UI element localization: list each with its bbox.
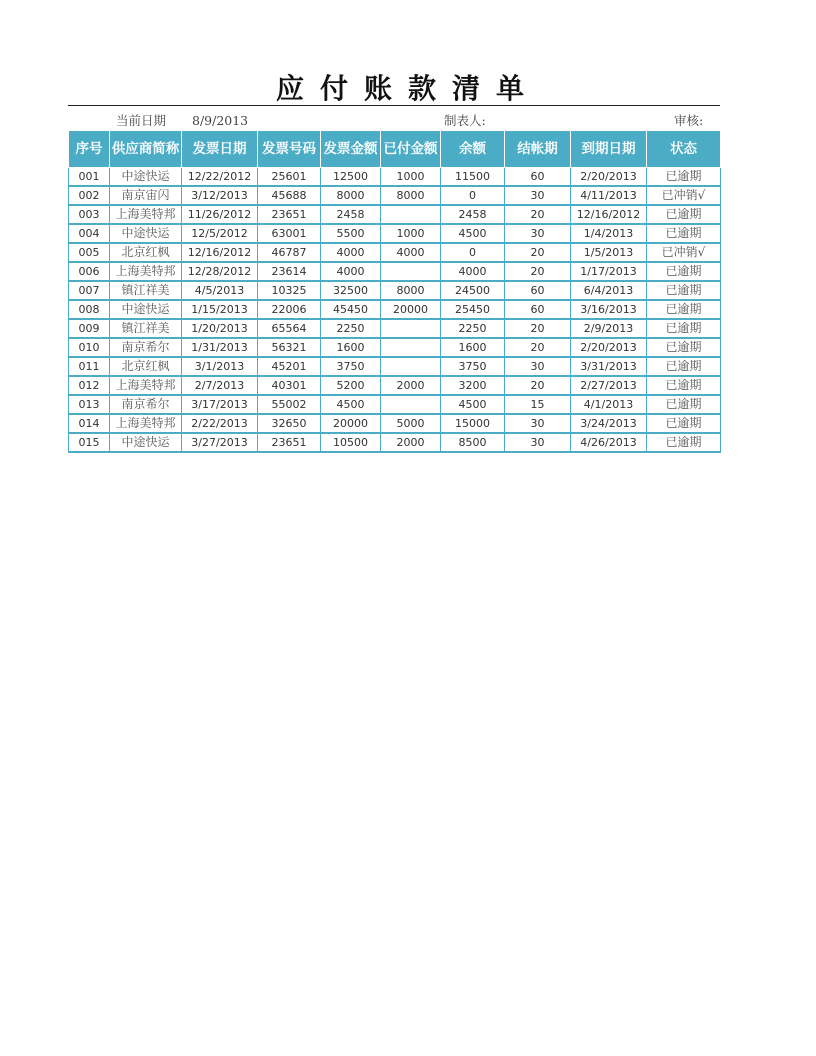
- table-row[interactable]: [69, 186, 721, 205]
- cell-balance[interactable]: 0: [441, 243, 505, 262]
- cell-invoice-date[interactable]: 11/26/2012: [182, 205, 258, 224]
- cell-supplier[interactable]: 中途快运: [110, 168, 182, 187]
- cell-status[interactable]: 已逾期: [647, 338, 721, 357]
- cell-balance[interactable]: 4500: [441, 395, 505, 414]
- cell-status[interactable]: 已逾期: [647, 262, 721, 281]
- cell-invoice-amount[interactable]: 2250: [321, 319, 381, 338]
- cell-invoice-amount[interactable]: 20000: [321, 414, 381, 433]
- cell-invoice-no[interactable]: 25601: [258, 168, 321, 187]
- cell-term[interactable]: 20: [505, 376, 571, 395]
- cell-supplier[interactable]: 南京宙闪: [110, 186, 182, 205]
- cell-balance[interactable]: 1600: [441, 338, 505, 357]
- cell-invoice-no[interactable]: 23651: [258, 433, 321, 452]
- cell-index[interactable]: 012: [69, 376, 110, 395]
- col-supplier-header[interactable]: 供应商简称: [110, 131, 182, 168]
- cell-status[interactable]: 已逾期: [647, 357, 721, 376]
- cell-supplier[interactable]: 镇江祥美: [110, 281, 182, 300]
- cell-index[interactable]: 009: [69, 319, 110, 338]
- cell-invoice-amount[interactable]: 45450: [321, 300, 381, 319]
- cell-index[interactable]: 004: [69, 224, 110, 243]
- cell-invoice-amount[interactable]: 8000: [321, 186, 381, 205]
- cell-due-date[interactable]: 6/4/2013: [571, 281, 647, 300]
- cell-balance[interactable]: 25450: [441, 300, 505, 319]
- cell-paid-amount[interactable]: [381, 319, 441, 338]
- cell-invoice-no[interactable]: 55002: [258, 395, 321, 414]
- cell-invoice-date[interactable]: 2/22/2013: [182, 414, 258, 433]
- cell-balance[interactable]: 2250: [441, 319, 505, 338]
- cell-invoice-date[interactable]: 2/7/2013: [182, 376, 258, 395]
- cell-due-date[interactable]: 2/9/2013: [571, 319, 647, 338]
- cell-paid-amount[interactable]: [381, 205, 441, 224]
- cell-supplier[interactable]: 南京希尔: [110, 395, 182, 414]
- table-header: [69, 131, 721, 168]
- header-row: [69, 131, 721, 168]
- cell-due-date[interactable]: 4/1/2013: [571, 395, 647, 414]
- cell-index[interactable]: 007: [69, 281, 110, 300]
- cell-balance[interactable]: 11500: [441, 168, 505, 187]
- table-body: [69, 168, 721, 453]
- cell-invoice-no[interactable]: 45688: [258, 186, 321, 205]
- col-invoice-date-header[interactable]: 发票日期: [182, 131, 258, 168]
- table-row[interactable]: [69, 357, 721, 376]
- cell-supplier[interactable]: 中途快运: [110, 224, 182, 243]
- payables-table: [68, 130, 721, 453]
- cell-balance[interactable]: 4500: [441, 224, 505, 243]
- cell-term[interactable]: 20: [505, 243, 571, 262]
- cell-paid-amount[interactable]: 1000: [381, 224, 441, 243]
- cell-supplier[interactable]: 北京红枫: [110, 243, 182, 262]
- cell-invoice-date[interactable]: 1/31/2013: [182, 338, 258, 357]
- cell-supplier[interactable]: 上海美特邦: [110, 414, 182, 433]
- cell-invoice-amount[interactable]: 5200: [321, 376, 381, 395]
- cell-invoice-date[interactable]: 3/1/2013: [182, 357, 258, 376]
- table-row[interactable]: [69, 262, 721, 281]
- cell-invoice-amount[interactable]: 1600: [321, 338, 381, 357]
- cell-balance[interactable]: 3200: [441, 376, 505, 395]
- cell-balance[interactable]: 0: [441, 186, 505, 205]
- maker-label: 制表人:: [444, 113, 486, 128]
- cell-paid-amount[interactable]: [381, 262, 441, 281]
- cell-supplier[interactable]: 上海美特邦: [110, 205, 182, 224]
- col-paid-amount-header[interactable]: 已付金额: [381, 131, 441, 168]
- cell-paid-amount[interactable]: 1000: [381, 168, 441, 187]
- cell-invoice-no[interactable]: 45201: [258, 357, 321, 376]
- cell-due-date[interactable]: 1/5/2013: [571, 243, 647, 262]
- document-title: 应付账款清单: [68, 72, 720, 106]
- cell-due-date[interactable]: 3/16/2013: [571, 300, 647, 319]
- cell-term[interactable]: 60: [505, 300, 571, 319]
- cell-supplier[interactable]: 北京红枫: [110, 357, 182, 376]
- cell-status[interactable]: 已逾期: [647, 414, 721, 433]
- cell-index[interactable]: 014: [69, 414, 110, 433]
- cell-paid-amount[interactable]: 4000: [381, 243, 441, 262]
- cell-invoice-amount[interactable]: 32500: [321, 281, 381, 300]
- col-invoice-no-header[interactable]: 发票号码: [258, 131, 321, 168]
- cell-paid-amount[interactable]: 8000: [381, 281, 441, 300]
- cell-balance[interactable]: 4000: [441, 262, 505, 281]
- table-row[interactable]: [69, 281, 721, 300]
- cell-supplier[interactable]: 中途快运: [110, 433, 182, 452]
- cell-due-date[interactable]: 4/26/2013: [571, 433, 647, 452]
- cell-invoice-date[interactable]: 12/28/2012: [182, 262, 258, 281]
- cell-balance[interactable]: 24500: [441, 281, 505, 300]
- table-row[interactable]: [69, 395, 721, 414]
- cell-balance[interactable]: 15000: [441, 414, 505, 433]
- cell-invoice-date[interactable]: 4/5/2013: [182, 281, 258, 300]
- reviewer-label: 审核:: [674, 113, 704, 128]
- table-row[interactable]: [69, 300, 721, 319]
- cell-index[interactable]: 005: [69, 243, 110, 262]
- col-index-header[interactable]: 序号: [69, 131, 110, 168]
- cell-supplier[interactable]: 上海美特邦: [110, 376, 182, 395]
- cell-index[interactable]: 008: [69, 300, 110, 319]
- cell-term[interactable]: 20: [505, 262, 571, 281]
- cell-status[interactable]: 已逾期: [647, 205, 721, 224]
- cell-invoice-amount[interactable]: 4000: [321, 243, 381, 262]
- cell-invoice-amount[interactable]: 4500: [321, 395, 381, 414]
- cell-invoice-date[interactable]: 12/16/2012: [182, 243, 258, 262]
- cell-invoice-no[interactable]: 56321: [258, 338, 321, 357]
- cell-supplier[interactable]: 中途快运: [110, 300, 182, 319]
- cell-invoice-amount[interactable]: 2458: [321, 205, 381, 224]
- cell-index[interactable]: 006: [69, 262, 110, 281]
- cell-invoice-amount[interactable]: 3750: [321, 357, 381, 376]
- cell-balance[interactable]: 2458: [441, 205, 505, 224]
- cell-term[interactable]: 15: [505, 395, 571, 414]
- cell-status[interactable]: 已逾期: [647, 300, 721, 319]
- cell-index[interactable]: 001: [69, 168, 110, 187]
- cell-invoice-date[interactable]: 1/15/2013: [182, 300, 258, 319]
- cell-invoice-no[interactable]: 10325: [258, 281, 321, 300]
- cell-invoice-date[interactable]: 3/27/2013: [182, 433, 258, 452]
- col-due-date-header[interactable]: 到期日期: [571, 131, 647, 168]
- cell-term[interactable]: 30: [505, 224, 571, 243]
- cell-paid-amount[interactable]: 5000: [381, 414, 441, 433]
- cell-term[interactable]: 60: [505, 168, 571, 187]
- cell-paid-amount[interactable]: [381, 357, 441, 376]
- cell-balance[interactable]: 8500: [441, 433, 505, 452]
- cell-status[interactable]: 已逾期: [647, 224, 721, 243]
- cell-term[interactable]: 30: [505, 357, 571, 376]
- cell-status[interactable]: 已逾期: [647, 376, 721, 395]
- cell-paid-amount[interactable]: 8000: [381, 186, 441, 205]
- cell-paid-amount[interactable]: 20000: [381, 300, 441, 319]
- cell-index[interactable]: 011: [69, 357, 110, 376]
- cell-invoice-no[interactable]: 46787: [258, 243, 321, 262]
- cell-invoice-date[interactable]: 1/20/2013: [182, 319, 258, 338]
- table-row[interactable]: [69, 205, 721, 224]
- cell-term[interactable]: 20: [505, 205, 571, 224]
- cell-supplier[interactable]: 镇江祥美: [110, 319, 182, 338]
- cell-invoice-date[interactable]: 3/12/2013: [182, 186, 258, 205]
- table-row[interactable]: [69, 168, 721, 187]
- cell-status[interactable]: 已冲销√: [647, 186, 721, 205]
- table-row[interactable]: [69, 224, 721, 243]
- cell-due-date[interactable]: 3/31/2013: [571, 357, 647, 376]
- cell-balance[interactable]: 3750: [441, 357, 505, 376]
- cell-invoice-no[interactable]: 32650: [258, 414, 321, 433]
- cell-paid-amount[interactable]: 2000: [381, 376, 441, 395]
- cell-supplier[interactable]: 南京希尔: [110, 338, 182, 357]
- cell-due-date[interactable]: 2/20/2013: [571, 168, 647, 187]
- cell-invoice-date[interactable]: 12/22/2012: [182, 168, 258, 187]
- cell-invoice-amount[interactable]: 10500: [321, 433, 381, 452]
- cell-status[interactable]: 已逾期: [647, 395, 721, 414]
- current-date-label: 当前日期: [116, 113, 167, 128]
- cell-invoice-no[interactable]: 40301: [258, 376, 321, 395]
- cell-term[interactable]: 30: [505, 433, 571, 452]
- cell-index[interactable]: 015: [69, 433, 110, 452]
- table-row[interactable]: [69, 338, 721, 357]
- cell-status[interactable]: 已冲销√: [647, 243, 721, 262]
- cell-status[interactable]: 已逾期: [647, 168, 721, 187]
- cell-due-date[interactable]: 1/17/2013: [571, 262, 647, 281]
- cell-status[interactable]: 已逾期: [647, 319, 721, 338]
- cell-supplier[interactable]: 上海美特邦: [110, 262, 182, 281]
- cell-paid-amount[interactable]: [381, 395, 441, 414]
- cell-paid-amount[interactable]: 2000: [381, 433, 441, 452]
- cell-index[interactable]: 013: [69, 395, 110, 414]
- cell-invoice-amount[interactable]: 5500: [321, 224, 381, 243]
- cell-due-date[interactable]: 2/20/2013: [571, 338, 647, 357]
- cell-invoice-amount[interactable]: 4000: [321, 262, 381, 281]
- col-status-header[interactable]: 状态: [647, 131, 721, 168]
- col-balance-header[interactable]: 余额: [441, 131, 505, 168]
- cell-due-date[interactable]: 2/27/2013: [571, 376, 647, 395]
- cell-invoice-date[interactable]: 3/17/2013: [182, 395, 258, 414]
- cell-paid-amount[interactable]: [381, 338, 441, 357]
- col-invoice-amount-header[interactable]: 发票金额: [321, 131, 381, 168]
- cell-invoice-amount[interactable]: 12500: [321, 168, 381, 187]
- cell-status[interactable]: 已逾期: [647, 281, 721, 300]
- current-date-value[interactable]: 8/9/2013: [192, 113, 249, 128]
- table-row[interactable]: [69, 414, 721, 433]
- cell-term[interactable]: 30: [505, 414, 571, 433]
- cell-index[interactable]: 010: [69, 338, 110, 357]
- table-row[interactable]: [69, 243, 721, 262]
- table-row[interactable]: [69, 376, 721, 395]
- cell-invoice-no[interactable]: 65564: [258, 319, 321, 338]
- cell-invoice-no[interactable]: 23651: [258, 205, 321, 224]
- cell-due-date[interactable]: 4/11/2013: [571, 186, 647, 205]
- table-row[interactable]: [69, 433, 721, 452]
- cell-invoice-no[interactable]: 22006: [258, 300, 321, 319]
- cell-invoice-no[interactable]: 63001: [258, 224, 321, 243]
- cell-due-date[interactable]: 1/4/2013: [571, 224, 647, 243]
- cell-invoice-no[interactable]: 23614: [258, 262, 321, 281]
- cell-due-date[interactable]: 3/24/2013: [571, 414, 647, 433]
- cell-status[interactable]: 已逾期: [647, 433, 721, 452]
- cell-term[interactable]: 60: [505, 281, 571, 300]
- cell-term[interactable]: 30: [505, 186, 571, 205]
- table-row[interactable]: [69, 319, 721, 338]
- cell-invoice-date[interactable]: 12/5/2012: [182, 224, 258, 243]
- cell-term[interactable]: 20: [505, 338, 571, 357]
- cell-due-date[interactable]: 12/16/2012: [571, 205, 647, 224]
- cell-index[interactable]: 002: [69, 186, 110, 205]
- cell-index[interactable]: 003: [69, 205, 110, 224]
- col-term-header[interactable]: 结帐期: [505, 131, 571, 168]
- cell-term[interactable]: 20: [505, 319, 571, 338]
